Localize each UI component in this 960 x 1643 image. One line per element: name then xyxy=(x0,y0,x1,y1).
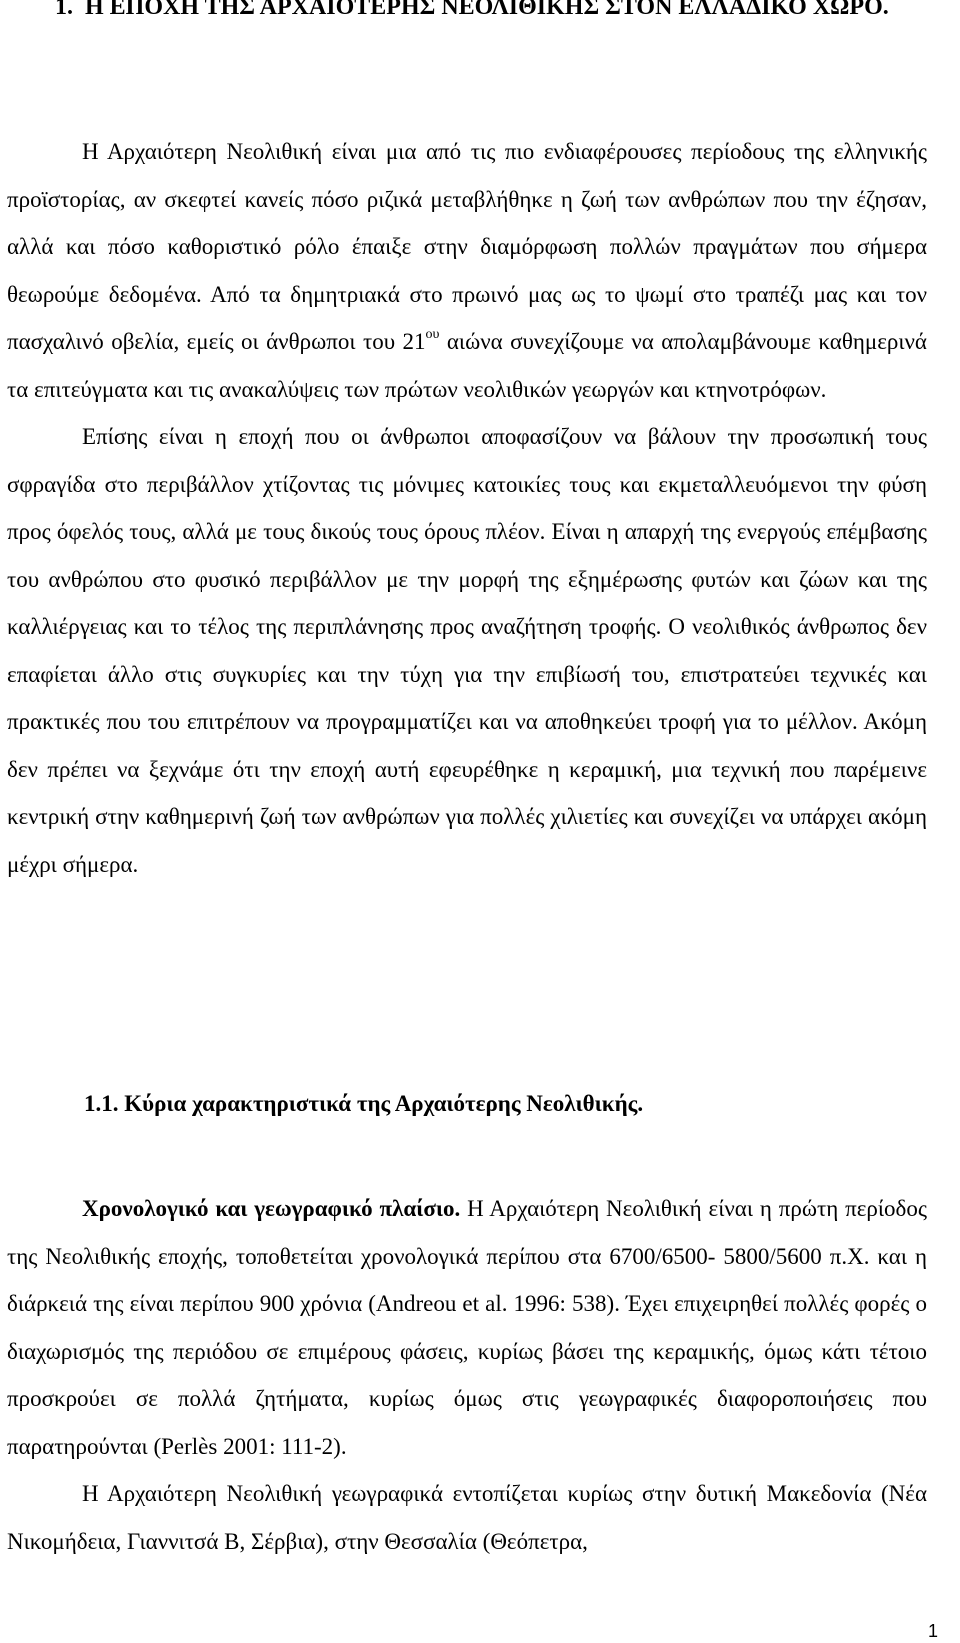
section-heading: 1.1. Κύρια χαρακτηριστικά της Αρχαιότερης Νεολιθικής. xyxy=(84,1091,644,1116)
section-paragraph-1-text: Η Αρχαιότερη Νεολιθική είναι η πρώτη περίοδος της Νεολιθικής εποχής, τοποθετείται χρονολογικά περίπου στα 6700/6500- 5800/5600 π.Χ. και η διάρκειά της είναι περίπου 900 χρόνια (Andreou et al. 1996: 538). Έχει επιχειρηθεί πολλές φορές ο διαχωρισμός της περιόδου σε επιμέρους φάσεις, κυρίως βάσει της κεραμικής, όμως κάτι τέτοιο προσκρούει σε πολλά ζητήματα, κυρίως όμως στις γεωγραφικές διαφοροποιήσεις που παρατηρούνται (Perlès 2001: 111-2). xyxy=(7,1196,927,1459)
intro-paragraph-1 xyxy=(7,128,927,413)
century-superscript: ου xyxy=(425,327,440,342)
page-number: 1 xyxy=(927,1621,938,1641)
intro-text-block xyxy=(7,128,927,888)
intro-paragraph-2: Επίσης είναι η εποχή που οι άνθρωποι αποφασίζουν να βάλουν την προσωπική τους σφραγίδα στο περιβάλλον χτίζοντας τις μόνιμες κατοικίες τους και εκμεταλλευόμενοι την φύση προς όφελός τους, αλλά με τους δικούς τους όρους πλέον. Είναι η απαρχή της ενεργούς επέμβασης του ανθρώπου στο φυσικό περιβάλλον με την μορφή της εξημέρωσης φυτών και ζώων και της καλλιέργειας και το τέλος της περιπλάνησης προς αναζήτηση τροφής. Ο νεολιθικός άνθρωπος δεν επαφίεται άλλο στις συγκυρίες και την τύχη για την επιβίωσή του, επιστρατεύει τεχνικές και πρακτικές που του επιτρέπουν να προγραμματίζει και να αποθηκεύει τροφή για το μέλλον. Ακόμη δεν πρέπει να ξεχνάμε ότι την εποχή αυτή εφευρέθηκε η κεραμική, μια τεχνική που παρέμεινε κεντρική στην καθημερινή ζωή των ανθρώπων για πολλές χιλιετίες και συνεχίζει να υπάρχει ακόμη μέχρι σήμερα. xyxy=(7,424,927,877)
section-paragraph-2: Η Αρχαιότερη Νεολιθική γεωγραφικά εντοπίζεται κυρίως στην δυτική Μακεδονία (Νέα Νικομήδεια, Γιαννιτσά Β, Σέρβια), στην Θεσσαλία (Θεόπετρα, xyxy=(7,1481,927,1554)
section-text-block xyxy=(7,1185,927,1565)
intro-paragraph-1-text-a: Η Αρχαιότερη Νεολιθική είναι μια από τις πιο ενδιαφέρουσες περίοδους της ελληνικής προϊστορίας, αν σκεφτεί κανείς πόσο ριζικά μεταβλήθηκε η ζωή των ανθρώπων που την έζησαν, αλλά και πόσο καθοριστικό ρόλο έπαιξε στην διαμόρφωση πολλών πραγμάτων που σήμερα θεωρούμε δεδομένα. Από τα δημητριακά στο πρωινό μας ως το ψωμί στο τραπέζι μας και τον πασχαλινό οβελία, εμείς οι άνθρωποι του 21 xyxy=(7,139,927,354)
intro-paragraph-1-text-b: αιώνα συνεχίζουμε να απολαμβάνουμε καθημερινά τα επιτεύγματα και τις ανακαλύψεις των πρώτων νεολιθικών γεωργών και κτηνοτρόφων. xyxy=(7,329,927,402)
section-paragraph-1-lead: Χρονολογικό και γεωγραφικό πλαίσιο. xyxy=(82,1196,461,1221)
chapter-heading xyxy=(55,0,960,26)
section-paragraph-1 xyxy=(7,1185,927,1470)
chapter-title: Η ΕΠΟΧΗ ΤΗΣ ΑΡΧΑΙΟΤΕΡΗΣ ΝΕΟΛΙΘΙΚΗΣ ΣΤΟΝ ΕΛΛΑΔΙΚΟ ΧΩΡΟ. xyxy=(85,0,889,20)
chapter-number: 1. xyxy=(55,0,73,20)
